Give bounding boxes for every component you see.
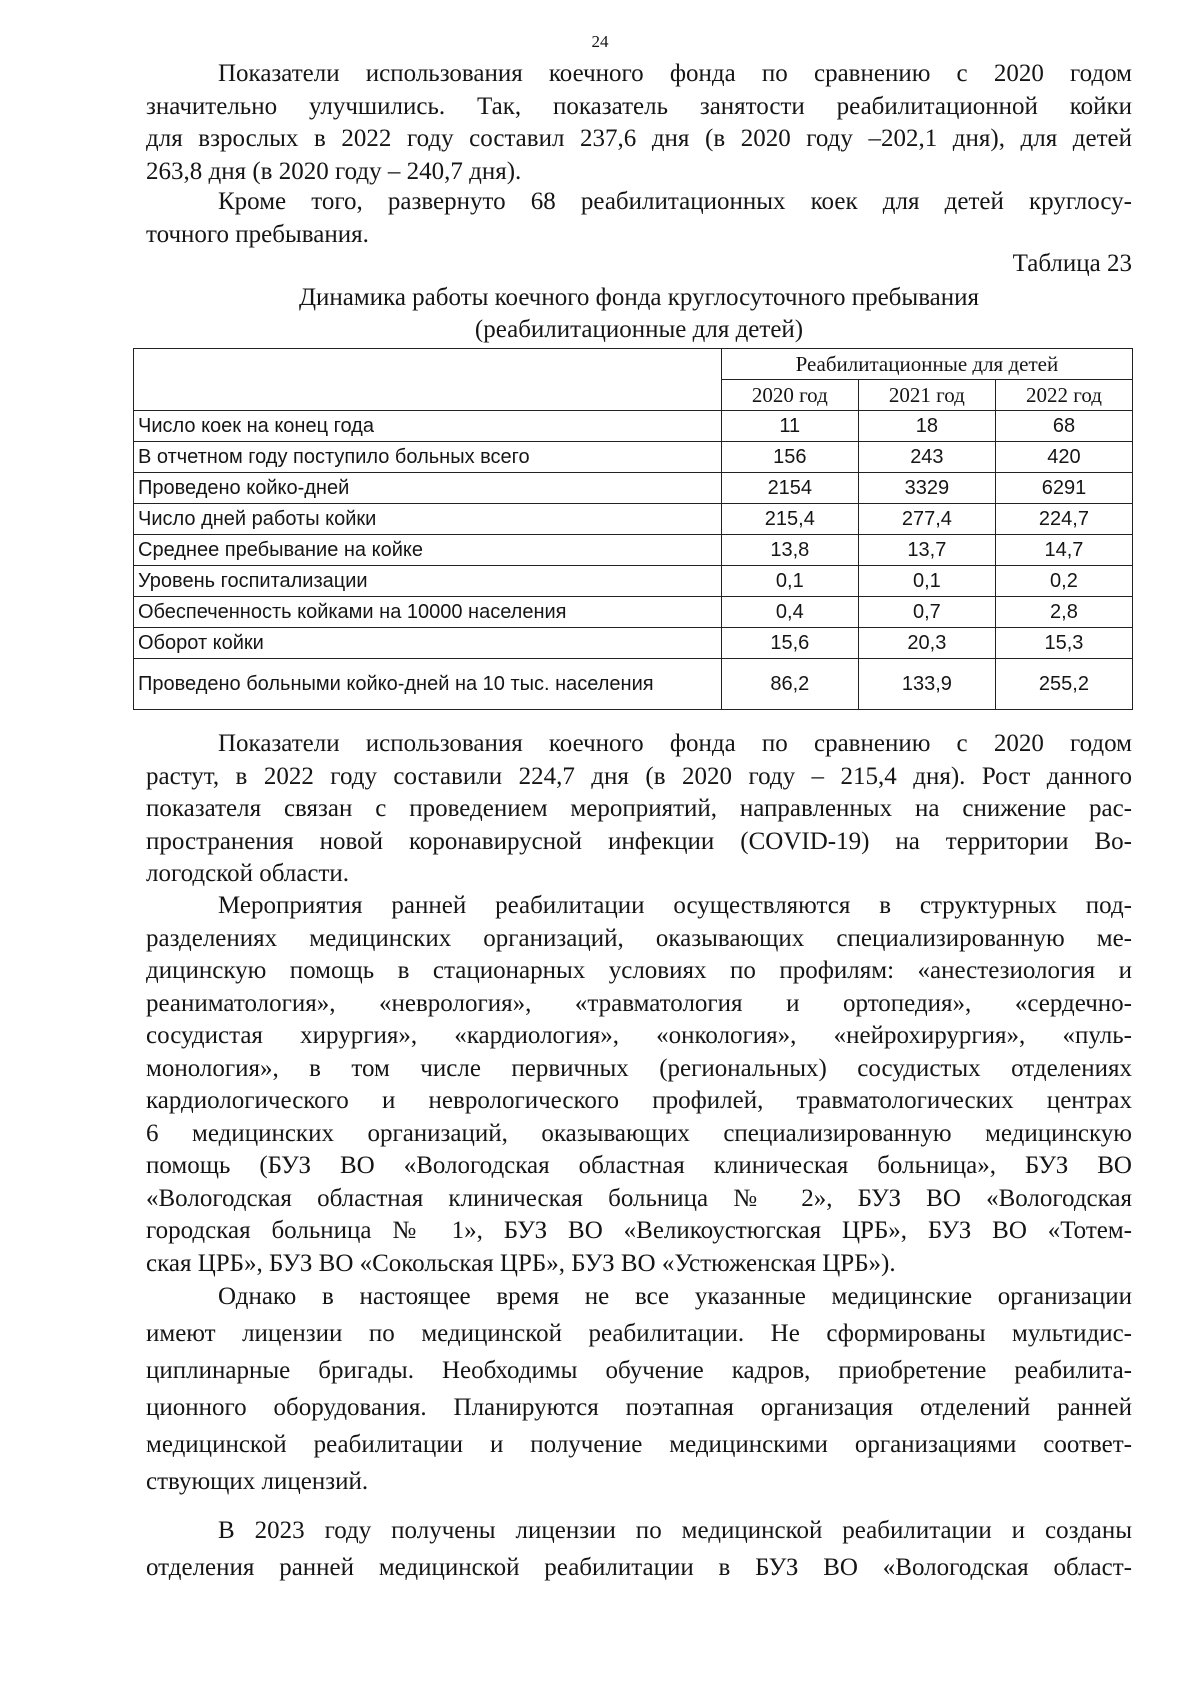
cell-value: 420 — [995, 442, 1132, 473]
paragraph-bed-fund-growth — [146, 728, 1132, 891]
table-number-label: Таблица 23 — [1012, 250, 1132, 277]
table-row — [134, 411, 1133, 442]
cell-value: 2154 — [721, 473, 858, 504]
table-row — [134, 566, 1133, 597]
text-line: имеют лицензии по медицинской реабилитации. Не сформированы мультидис- — [146, 1320, 1132, 1347]
year-header: 2021 год — [858, 380, 995, 411]
table-row — [134, 473, 1133, 504]
text-line: логодской области. — [146, 860, 350, 887]
cell-value: 18 — [858, 411, 995, 442]
text-line: ционного оборудования. Планируются поэтапная организация отделений ранней — [146, 1394, 1132, 1421]
cell-value: 2,8 — [995, 597, 1132, 628]
text-line: монология», в том числе первичных (региональных) сосудистых отделениях — [146, 1054, 1132, 1082]
row-label: В отчетном году поступило больных всего — [134, 442, 722, 473]
cell-value: 13,8 — [721, 535, 858, 566]
table-title-line-1: Динамика работы коечного фонда круглосуточного пребывания — [298, 284, 980, 311]
cell-value: 3329 — [858, 473, 995, 504]
text-line: Однако в настоящее время не все указанные медицинские организации — [218, 1283, 1132, 1310]
group-header: Реабилитационные для детей — [721, 349, 1132, 380]
table-row — [134, 659, 1133, 710]
row-label: Уровень госпитализации — [134, 566, 722, 597]
text-line: для взрослых в 2022 году составил 237,6 дня (в 2020 году –202,1 дня), для детей — [146, 125, 1132, 152]
paragraph-2023 — [146, 1512, 1132, 1586]
cell-value: 224,7 — [995, 504, 1132, 535]
text-line: Мероприятия ранней реабилитации осуществляются в структурных под- — [218, 892, 1132, 919]
cell-value: 86,2 — [721, 659, 858, 710]
text-line: разделениях медицинских организаций, оказывающих специализированную ме- — [146, 924, 1132, 952]
text-line: помощь (БУЗ ВО «Вологодская областная клиническая больница», БУЗ ВО — [146, 1152, 1132, 1179]
paragraph-early-rehab — [146, 890, 1132, 1280]
cell-value: 156 — [721, 442, 858, 473]
text-line: ствующих лицензий. — [146, 1468, 369, 1495]
header-empty-cell — [134, 349, 722, 411]
row-label: Обеспеченность койками на 10000 населения — [134, 597, 722, 628]
text-line: «Вологодская областная клиническая больница № 2», БУЗ ВО «Вологодская — [146, 1184, 1132, 1212]
row-label: Проведено койко-дней — [134, 473, 722, 504]
year-header: 2020 год — [721, 380, 858, 411]
cell-value: 0,4 — [721, 597, 858, 628]
cell-value: 215,4 — [721, 504, 858, 535]
table-row — [134, 628, 1133, 659]
text-line: значительно улучшились. Так, показатель занятости реабилитационной койки — [146, 92, 1132, 120]
table-row — [134, 442, 1133, 473]
text-line: дицинскую помощь в стационарных условиях по профилям: «анестезиология и — [146, 957, 1132, 984]
cell-value: 0,7 — [858, 597, 995, 628]
text-line: сосудистая хирургия», «кардиология», «онкология», «нейрохирургия», «пуль- — [146, 1022, 1132, 1049]
text-line: городская больница № 1», БУЗ ВО «Великоустюгская ЦРБ», БУЗ ВО «Тотем- — [146, 1217, 1132, 1244]
cell-value: 13,7 — [858, 535, 995, 566]
cell-value: 0,1 — [858, 566, 995, 597]
text-line: точного пребывания. — [146, 220, 369, 248]
cell-value: 20,3 — [858, 628, 995, 659]
text-line: медицинской реабилитации и получение медицинскими организациями соответ- — [146, 1431, 1132, 1458]
row-label: Проведено больными койко-дней на 10 тыс. населения — [134, 659, 722, 710]
table-header-row — [134, 349, 1133, 380]
bed-fund-table — [133, 348, 1133, 710]
table-row — [134, 597, 1133, 628]
table-row — [134, 535, 1133, 566]
text-line: реаниматология», «неврология», «травматология и ортопедия», «сердечно- — [146, 989, 1132, 1017]
cell-value: 255,2 — [995, 659, 1132, 710]
year-header: 2022 год — [995, 380, 1132, 411]
row-label: Оборот койки — [134, 628, 722, 659]
text-line: В 2023 году получены лицензии по медицинской реабилитации и созданы — [218, 1517, 1132, 1544]
text-line: пространения новой коронавирусной инфекции (COVID-19) на территории Во- — [146, 827, 1132, 855]
cell-value: 243 — [858, 442, 995, 473]
page-number: 24 — [591, 32, 609, 51]
cell-value: 11 — [721, 411, 858, 442]
cell-value: 15,3 — [995, 628, 1132, 659]
table-title-line-2: (реабилитационные для детей) — [474, 316, 804, 343]
cell-value: 277,4 — [858, 504, 995, 535]
cell-value: 0,2 — [995, 566, 1132, 597]
paragraph-licenses — [146, 1278, 1132, 1500]
paragraph-bed-fund-intro — [146, 58, 1132, 188]
text-line: ская ЦРБ», БУЗ ВО «Сокольская ЦРБ», БУЗ ВО «Устюженская ЦРБ»). — [146, 1249, 896, 1277]
text-line: Кроме того, развернуто 68 реабилитационных коек для детей круглосу- — [218, 188, 1132, 215]
cell-value: 14,7 — [995, 535, 1132, 566]
text-line: циплинарные бригады. Необходимы обучение кадров, приобретение реабилита- — [146, 1357, 1132, 1384]
text-line: Показатели использования коечного фонда по сравнению с 2020 годом — [218, 730, 1132, 757]
cell-value: 0,1 — [721, 566, 858, 597]
cell-value: 6291 — [995, 473, 1132, 504]
row-label: Число коек на конец года — [134, 411, 722, 442]
row-label: Среднее пребывание на койке — [134, 535, 722, 566]
text-line: показателя связан с проведением мероприятий, направленных на снижение рас- — [146, 795, 1132, 822]
text-line: кардиологического и неврологического профилей, травматологических центрах — [146, 1087, 1132, 1114]
cell-value: 15,6 — [721, 628, 858, 659]
text-line: отделения ранней медицинской реабилитации в БУЗ ВО «Вологодская област- — [146, 1554, 1132, 1581]
paragraph-rehab-beds — [146, 186, 1132, 251]
text-line: 263,8 дня (в 2020 году – 240,7 дня). — [146, 157, 522, 185]
text-line: Показатели использования коечного фонда по сравнению с 2020 годом — [218, 60, 1132, 87]
cell-value: 68 — [995, 411, 1132, 442]
text-line: растут, в 2022 году составили 224,7 дня (в 2020 году – 215,4 дня). Рост данного — [146, 762, 1132, 790]
row-label: Число дней работы койки — [134, 504, 722, 535]
text-line: 6 медицинских организаций, оказывающих специализированную медицинскую — [146, 1119, 1132, 1147]
cell-value: 133,9 — [858, 659, 995, 710]
table-row — [134, 504, 1133, 535]
